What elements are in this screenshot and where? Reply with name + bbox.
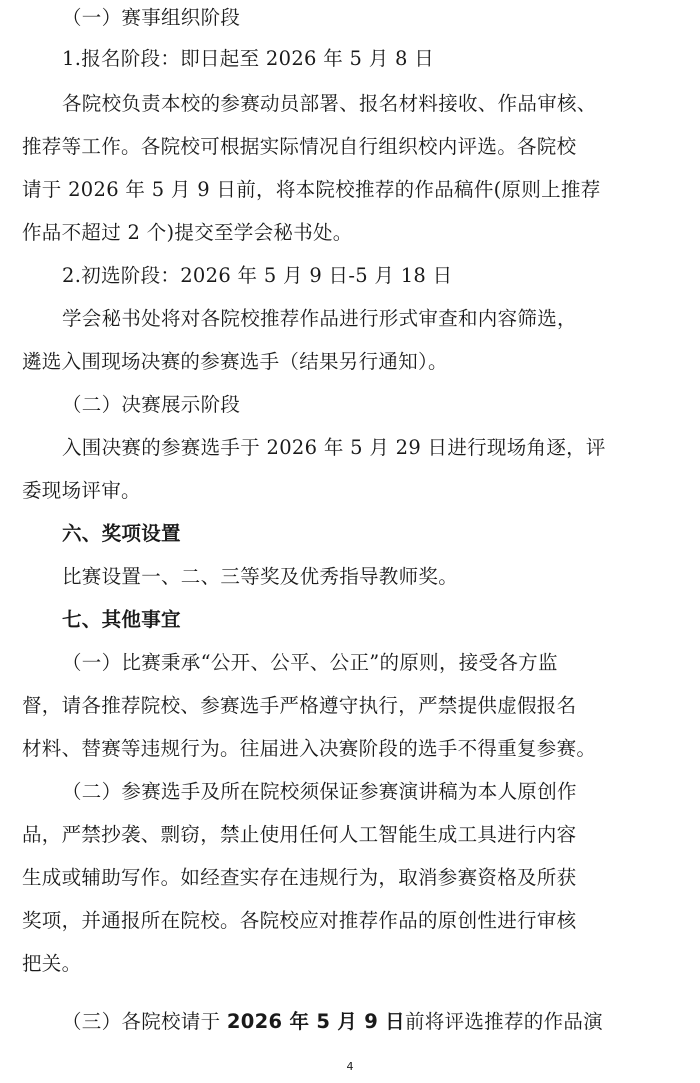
awards-heading: 六、奖项设置 xyxy=(62,522,181,545)
other-item1-line-3: 材料、替赛等违规行为。往届进入决赛阶段的选手不得重复参赛。 xyxy=(22,737,597,760)
final-body-line-1: 入围决赛的参赛选手于 2026 年 5 月 29 日进行现场角逐，评 xyxy=(62,436,606,459)
awards-body: 比赛设置一、二、三等奖及优秀指导教师奖。 xyxy=(62,565,459,588)
stage-org-heading: （一）赛事组织阶段 xyxy=(62,6,241,29)
registration-title: 1.报名阶段：即日起至 2026 年 5 月 8 日 xyxy=(62,47,435,70)
other-item2-line-1: （二）参赛选手及所在院校须保证参赛演讲稿为本人原创作 xyxy=(62,780,577,803)
registration-body-line-1: 各院校负责本校的参赛动员部署、报名材料接收、作品审核、 xyxy=(62,92,597,115)
other-item2-line-3: 生成或辅助写作。如经查实存在违规行为，取消参赛资格及所获 xyxy=(22,866,577,889)
preliminary-title: 2.初选阶段：2026 年 5 月 9 日-5 月 18 日 xyxy=(62,264,453,287)
other-item3-suffix: 前将评选推荐的作品演 xyxy=(404,1010,603,1033)
other-item3-bold-date: 2026 年 5 月 9 日 xyxy=(226,1010,405,1033)
other-heading: 七、其他事宜 xyxy=(62,608,181,631)
preliminary-body-line-2: 遴选入围现场决赛的参赛选手（结果另行通知）。 xyxy=(22,350,448,373)
preliminary-body-line-1: 学会秘书处将对各院校推荐作品进行形式审查和内容筛选， xyxy=(62,307,577,330)
other-item1-line-2: 督，请各推荐院校、参赛选手严格遵守执行，严禁提供虚假报名 xyxy=(22,694,577,717)
page-number: 4 xyxy=(346,1060,354,1073)
final-body-line-2: 委现场评审。 xyxy=(22,479,141,502)
final-heading: （二）决赛展示阶段 xyxy=(62,393,241,416)
other-item2-line-5: 把关。 xyxy=(22,952,82,975)
registration-body-line-3: 请于 2026 年 5 月 9 日前，将本院校推荐的作品稿件(原则上推荐 xyxy=(22,178,601,201)
other-item3-line-1 xyxy=(62,1010,603,1034)
registration-body-line-4: 作品不超过 2 个)提交至学会秘书处。 xyxy=(22,221,353,244)
other-item2-line-2: 品，严禁抄袭、剽窃，禁止使用任何人工智能生成工具进行内容 xyxy=(22,823,577,846)
other-item2-line-4: 奖项，并通报所在院校。各院校应对推荐作品的原创性进行审核 xyxy=(22,909,577,932)
registration-body-line-2: 推荐等工作。各院校可根据实际情况自行组织校内评选。各院校 xyxy=(22,135,577,158)
other-item3-prefix: （三）各院校请于 xyxy=(62,1010,227,1033)
other-item1-line-1: （一）比赛秉承“公开、公平、公正”的原则，接受各方监 xyxy=(62,651,558,674)
